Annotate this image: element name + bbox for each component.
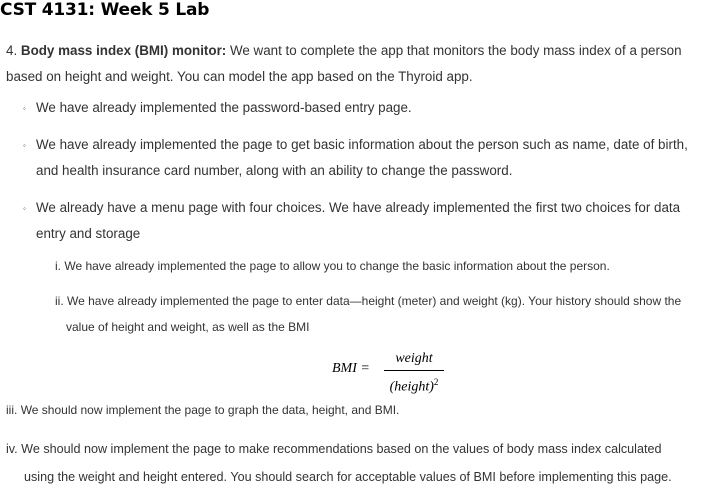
item-iv-text-line2: using the weight and height entered. You should search for acceptable values of BMI before implementing this page.	[24, 470, 672, 484]
formula-fraction	[384, 350, 444, 397]
item-iv-text: We should now implement the page to make recommendations based on the values of body mass index calculated	[21, 442, 662, 456]
subitem-ii-marker: ii.	[55, 294, 64, 308]
subitem-i-marker: i.	[55, 259, 61, 273]
item-iv-marker: iv.	[6, 442, 18, 456]
subitem-ii	[55, 288, 681, 314]
formula-numerator: weight	[395, 351, 433, 366]
item-4-text-line2: based on height and weight. You can model the app based on the Thyroid app.	[6, 69, 473, 84]
formula-denominator: (height)	[389, 379, 434, 395]
page-title: CST 4131: Week 5 Lab	[0, 0, 210, 20]
formula-denominator-wrap	[384, 373, 444, 397]
bullet-2-text-line1: We have already implemented the page to get basic information about the person such as name, date of birth,	[36, 137, 688, 152]
subitem-i-text: We have already implemented the page to allow you to change the basic information about the person.	[64, 259, 610, 273]
bullet-2-text-line2: and health insurance card number, along with an ability to change the password.	[36, 163, 513, 178]
item-iii-text: We should now implement the page to graph the data, height, and BMI.	[20, 403, 400, 417]
formula-exponent: 2	[433, 377, 439, 387]
item-4-heading: Body mass index (BMI) monitor:	[20, 43, 227, 58]
bullet-3-text-line1: We already have a menu page with four choices. We have already implemented the first two choices for data	[36, 200, 681, 215]
bullet-marker: ◦	[23, 204, 26, 213]
fraction-bar	[384, 370, 444, 371]
item-4-text: We want to complete the app that monitors the body mass index of a person	[229, 43, 682, 58]
subitem-ii-text: We have already implemented the page to enter data—height (meter) and weight (kg). Your history should show the	[67, 294, 682, 308]
item-iii	[6, 397, 399, 423]
bullet-marker: ◦	[23, 104, 26, 113]
item-4-number: 4.	[6, 43, 18, 58]
subitem-ii-text-line2: value of height and weight, as well as the BMI	[66, 320, 310, 334]
bullet-3-text-line2: entry and storage	[36, 226, 141, 241]
item-iii-marker: iii.	[6, 403, 18, 417]
item-4-paragraph	[6, 38, 682, 64]
bullet-1-text: We have already implemented the password-based entry page.	[36, 100, 412, 115]
item-iv	[6, 436, 662, 462]
bullet-marker: ◦	[23, 141, 26, 150]
subitem-i	[55, 253, 610, 279]
formula-lhs: BMI =	[332, 361, 370, 376]
